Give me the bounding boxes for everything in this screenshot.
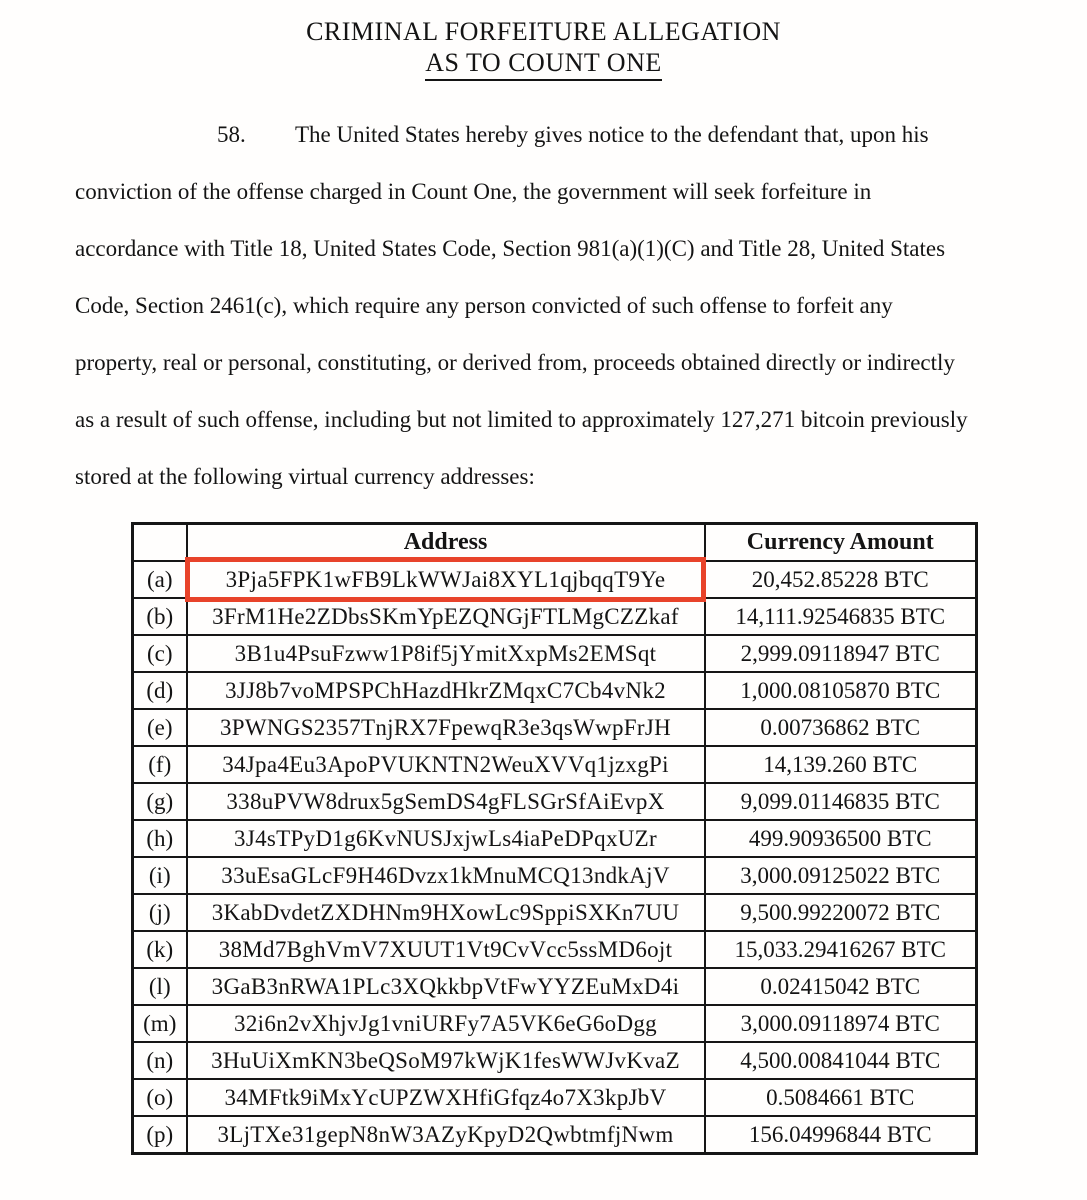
- amount-cell: 3,000.09118974 BTC: [705, 1005, 977, 1042]
- address-cell: 38Md7BghVmV7XUUT1Vt9CvVcc5ssMD6ojt: [187, 931, 705, 968]
- amount-cell: 1,000.08105870 BTC: [705, 672, 977, 709]
- row-label: (g): [133, 783, 187, 820]
- para-line-7: stored at the following virtual currency addresses:: [75, 464, 535, 489]
- amount-cell: 9,500.99220072 BTC: [705, 894, 977, 931]
- row-label: (a): [133, 561, 187, 598]
- row-label: (k): [133, 931, 187, 968]
- row-label: (p): [133, 1116, 187, 1154]
- table-row: [133, 746, 977, 783]
- para-line-4: Code, Section 2461(c), which require any person convicted of such offense to forfeit any: [75, 293, 893, 318]
- address-cell: 3LjTXe31gepN8nW3AZyKpyD2QwbtmfjNwm: [187, 1116, 705, 1154]
- header-letter-cell: [133, 524, 187, 562]
- amount-cell: 0.5084661 BTC: [705, 1079, 977, 1116]
- amount-cell: 499.90936500 BTC: [705, 820, 977, 857]
- row-label: (i): [133, 857, 187, 894]
- address-cell: 338uPVW8drux5gSemDS4gFLSGrSfAiEvpX: [187, 783, 705, 820]
- para-line-2: conviction of the offense charged in Count One, the government will seek forfeiture in: [75, 179, 872, 204]
- para-line-3: accordance with Title 18, United States Code, Section 981(a)(1)(C) and Title 28, United States: [75, 236, 946, 261]
- table-row: [133, 635, 977, 672]
- table-row: [133, 894, 977, 931]
- address-cell: 3FrM1He2ZDbsSKmYpEZQNGjFTLMgCZZkaf: [187, 598, 705, 635]
- header-amount-cell: Currency Amount: [705, 524, 977, 562]
- amount-cell: 15,033.29416267 BTC: [705, 931, 977, 968]
- row-label: (o): [133, 1079, 187, 1116]
- row-label: (n): [133, 1042, 187, 1079]
- amount-cell: 14,111.92546835 BTC: [705, 598, 977, 635]
- address-cell: 3J4sTPyD1g6KvNUSJxjwLs4iaPeDPqxUZr: [187, 820, 705, 857]
- row-label: (c): [133, 635, 187, 672]
- address-cell: 34MFtk9iMxYcUPZWXHfiGfqz4o7X3kpJbV: [187, 1079, 705, 1116]
- table-row: [133, 1079, 977, 1116]
- row-label: (m): [133, 1005, 187, 1042]
- address-cell: 3HuUiXmKN3beQSoM97kWjK1fesWWJvKvaZ: [187, 1042, 705, 1079]
- document-title: CRIMINAL FORFEITURE ALLEGATION: [306, 17, 781, 46]
- table-header-row: [133, 524, 977, 562]
- amount-cell: 20,452.85228 BTC: [705, 561, 977, 598]
- row-label: (h): [133, 820, 187, 857]
- row-label: (e): [133, 709, 187, 746]
- amount-cell: 3,000.09125022 BTC: [705, 857, 977, 894]
- row-label: (f): [133, 746, 187, 783]
- address-cell: 3GaB3nRWA1PLc3XQkkbpVtFwYYZEuMxD4i: [187, 968, 705, 1005]
- para-text: The United States hereby gives notice to the defendant that, upon his: [295, 122, 929, 147]
- table-row: [133, 1005, 977, 1042]
- row-label: (l): [133, 968, 187, 1005]
- forfeiture-table: [131, 522, 978, 1155]
- amount-cell: 156.04996844 BTC: [705, 1116, 977, 1154]
- para-line-5: property, real or personal, constituting, or derived from, proceeds obtained directly or indirectly: [75, 350, 955, 375]
- row-label: (b): [133, 598, 187, 635]
- table-row: [133, 857, 977, 894]
- address-cell: 34Jpa4Eu3ApoPVUKNTN2WeuXVVq1jzxgPi: [187, 746, 705, 783]
- amount-cell: 0.00736862 BTC: [705, 709, 977, 746]
- row-label: (d): [133, 672, 187, 709]
- table-row: [133, 968, 977, 1005]
- table-row: [133, 672, 977, 709]
- address-cell: 33uEsaGLcF9H46Dvzx1kMnuMCQ13ndkAjV: [187, 857, 705, 894]
- table-row: [133, 820, 977, 857]
- amount-cell: 14,139.260 BTC: [705, 746, 977, 783]
- amount-cell: 9,099.01146835 BTC: [705, 783, 977, 820]
- table-row: [133, 1042, 977, 1079]
- para-line-6: as a result of such offense, including but not limited to approximately 127,271 bitcoin previously: [75, 407, 968, 432]
- amount-cell: 0.02415042 BTC: [705, 968, 977, 1005]
- para-line-1: [75, 106, 1012, 163]
- address-cell: 3KabDvdetZXDHNm9HXowLc9SppiSXKn7UU: [187, 894, 705, 931]
- address-cell: 3PWNGS2357TnjRX7FpewqR3e3qsWwpFrJH: [187, 709, 705, 746]
- table-row: [133, 561, 977, 598]
- document-subtitle: AS TO COUNT ONE: [0, 47, 1087, 81]
- table-row: [133, 1116, 977, 1154]
- amount-cell: 4,500.00841044 BTC: [705, 1042, 977, 1079]
- table-row: [133, 598, 977, 635]
- address-text: 3Pja5FPK1wFB9LkWWJai8XYL1qjbqqT9Ye: [225, 566, 666, 592]
- table-row: [133, 931, 977, 968]
- paragraph-number: 58.: [217, 122, 246, 147]
- highlighted-address-cell: [187, 561, 705, 598]
- paragraph-58: [75, 106, 1012, 505]
- amount-cell: 2,999.09118947 BTC: [705, 635, 977, 672]
- address-cell: 3JJ8b7voMPSPChHazdHkrZMqxC7Cb4vNk2: [187, 672, 705, 709]
- address-cell: 3B1u4PsuFzww1P8if5jYmitXxpMs2EMSqt: [187, 635, 705, 672]
- header-address-cell: Address: [187, 524, 705, 562]
- table-row: [133, 709, 977, 746]
- title-block: [0, 16, 1087, 81]
- row-label: (j): [133, 894, 187, 931]
- address-cell: 32i6n2vXhjvJg1vniURFy7A5VK6eG6oDgg: [187, 1005, 705, 1042]
- table-row: [133, 783, 977, 820]
